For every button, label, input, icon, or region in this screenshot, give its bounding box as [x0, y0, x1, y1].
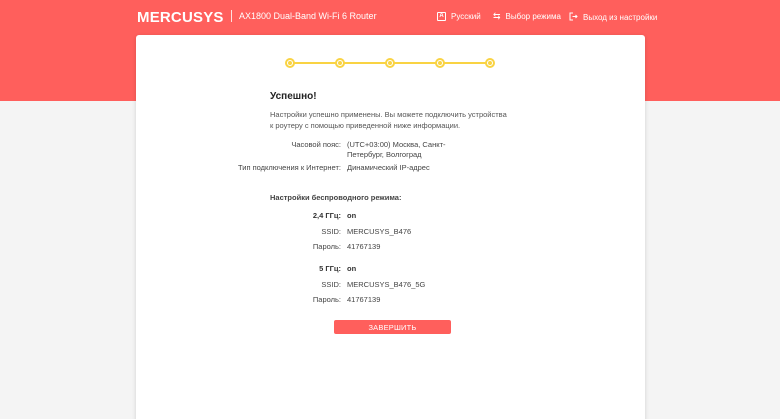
band-5-ssid-label: SSID:: [321, 280, 341, 289]
exit-label: Выход из настройки: [583, 13, 658, 22]
band-24-password-label: Пароль:: [312, 242, 341, 251]
wireless-section-title: Настройки беспроводного режима:: [270, 193, 402, 202]
step-3-dot: [385, 58, 395, 68]
result-block: [270, 91, 510, 131]
band-5-password-row: [224, 295, 464, 307]
header-separator: [231, 10, 232, 22]
band-24-state: on: [347, 211, 357, 220]
exit-icon: [569, 12, 578, 23]
success-message: Настройки успешно применены. Вы можете подключить устройства к роутеру с помощью приведенной ниже информации.: [270, 110, 507, 130]
timezone-label: Часовой пояс:: [291, 140, 341, 149]
finish-button[interactable]: ЗАВЕРШИТЬ: [334, 320, 451, 334]
band-5-ssid-row: [224, 280, 464, 292]
connection-type-label: Тип подключения к Интернет:: [238, 163, 341, 172]
mercusys-logo[interactable]: MERCUSYS: [137, 9, 224, 26]
band-24-ssid-value: MERCUSYS_B476: [347, 227, 412, 236]
band-24-ssid-row: [224, 227, 464, 239]
timezone-row: [224, 140, 464, 162]
step-5-dot: [485, 58, 495, 68]
language-selector[interactable]: [437, 12, 481, 21]
band-24-password-value: 41767139: [347, 242, 381, 251]
step-progress: [285, 58, 493, 68]
success-title: Успешно!: [270, 91, 317, 102]
band-5-row: [224, 264, 464, 276]
step-4-dot: [435, 58, 445, 68]
band-24-ssid-label: SSID:: [321, 227, 341, 236]
quick-setup-card: [136, 35, 645, 419]
band-5-label: 5 ГГц:: [319, 264, 341, 273]
band-24-password-row: [224, 242, 464, 254]
band-5-password-value: 41767139: [347, 295, 381, 304]
band-5-ssid-value: MERCUSYS_B476_5G: [347, 280, 426, 289]
mode-label: Выбор режима: [505, 12, 561, 21]
step-1-dot: [285, 58, 295, 68]
band-24-row: [224, 211, 464, 223]
mode-selector[interactable]: [493, 12, 561, 21]
band-24-label: 2,4 ГГц:: [312, 211, 341, 220]
timezone-value: (UTC+03:00) Москва, Санкт-Петербург, Волгоград: [347, 140, 446, 159]
step-2-dot: [335, 58, 345, 68]
language-icon: A: [437, 12, 446, 21]
connection-type-row: [224, 163, 464, 175]
product-name: AX1800 Dual-Band Wi-Fi 6 Router: [239, 11, 377, 21]
connection-type-value: Динамический IP-адрес: [347, 163, 430, 172]
band-5-password-label: Пароль:: [312, 295, 341, 304]
exit-setup-link[interactable]: [569, 12, 657, 23]
top-header: [0, 0, 780, 36]
language-label: Русский: [451, 12, 481, 21]
band-5-state: on: [347, 264, 357, 273]
swap-arrows-icon: ⇆: [493, 11, 501, 21]
